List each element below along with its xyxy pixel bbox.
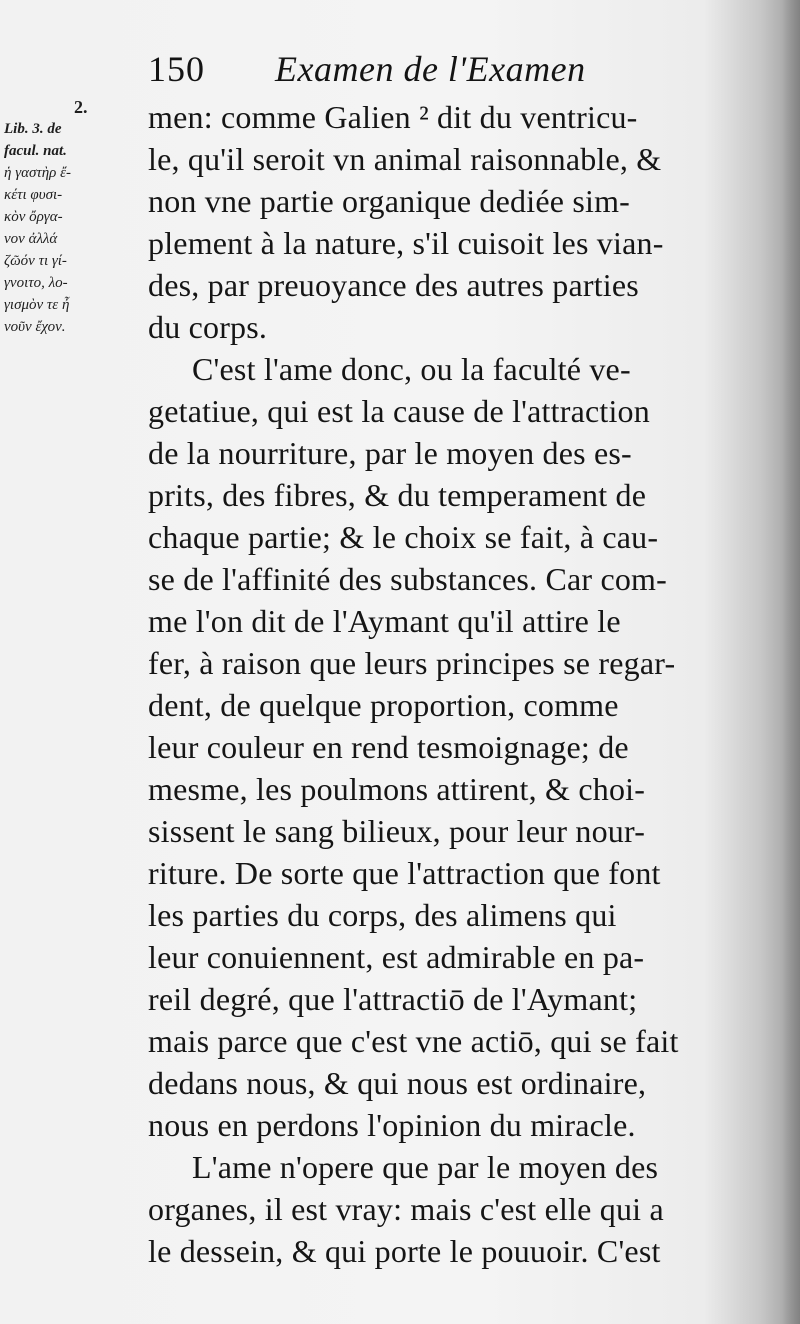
note-line: νοῦν ἔχον. [4,319,66,335]
text-line: dent, de quelque proportion, comme [148,687,619,723]
running-title: Examen de l'Examen [275,49,586,89]
margin-note [4,96,142,338]
note-line: κὸν ὄργα- [4,209,63,225]
text-line: les parties du corps, des alimens qui [148,897,617,933]
text-line: nous en perdons l'opinion du miracle. [148,1107,636,1143]
text-line: mais parce que c'est vne actiō, qui se fait [148,1023,679,1059]
text-line: leur couleur en rend tesmoignage; de [148,729,629,765]
note-line: ζῶόν τι γί- [4,253,67,269]
text-line: de la nourriture, par le moyen des es- [148,435,632,471]
text-line: leur conuiennent, est admirable en pa- [148,939,645,975]
text-line: le dessein, & qui porte le pouuoir. C'est [148,1233,661,1269]
note-line: facul. nat. [4,143,67,159]
text-line: fer, à raison que leurs principes se regar- [148,645,676,681]
text-line: men: comme Galien ² dit du ventricu- [148,99,638,135]
text-line: du corps. [148,309,268,345]
text-line: plement à la nature, s'il cuisoit les vian- [148,225,664,261]
paragraph-start-line: C'est l'ame donc, ou la faculté ve- [192,351,631,387]
text-line: chaque partie; & le choix se fait, à cau- [148,519,659,555]
text-line: non vne partie organique dediée sim- [148,183,631,219]
text-line: sissent le sang bilieux, pour leur nour- [148,813,646,849]
text-line: dedans nous, & qui nous est ordinaire, [148,1065,647,1101]
note-line: γνοιτο, λο- [4,275,68,291]
page-number: 150 [148,49,205,89]
note-line: ἡ γαστὴρ ἔ- [4,165,72,181]
note-line: νον ἀλλά [4,231,58,247]
text-line: riture. De sorte que l'attraction que font [148,855,661,891]
text-line: se de l'affinité des substances. Car com- [148,561,667,597]
body-text [148,96,738,1272]
paragraph-start-line: L'ame n'opere que par le moyen des [192,1149,659,1185]
note-line: Lib. 3. de [4,121,62,137]
text-line: me l'on dit de l'Aymant qu'il attire le [148,603,621,639]
text-line: le, qu'il seroit vn animal raisonnable, & [148,141,662,177]
text-line: prits, des fibres, & du temperament de [148,477,647,513]
text-line: reil degré, que l'attractiō de l'Aymant; [148,981,638,1017]
running-head [140,42,660,90]
text-line: organes, il est vray: mais c'est elle qui a [148,1191,664,1227]
note-marker: 2. [74,97,88,117]
note-line: κέτι φυσι- [4,187,63,203]
text-line: des, par preuoyance des autres parties [148,267,639,303]
text-line: getatiue, qui est la cause de l'attraction [148,393,650,429]
text-line: mesme, les poulmons attirent, & choi- [148,771,646,807]
note-line: γισμὸν τε ἦ [4,297,70,313]
